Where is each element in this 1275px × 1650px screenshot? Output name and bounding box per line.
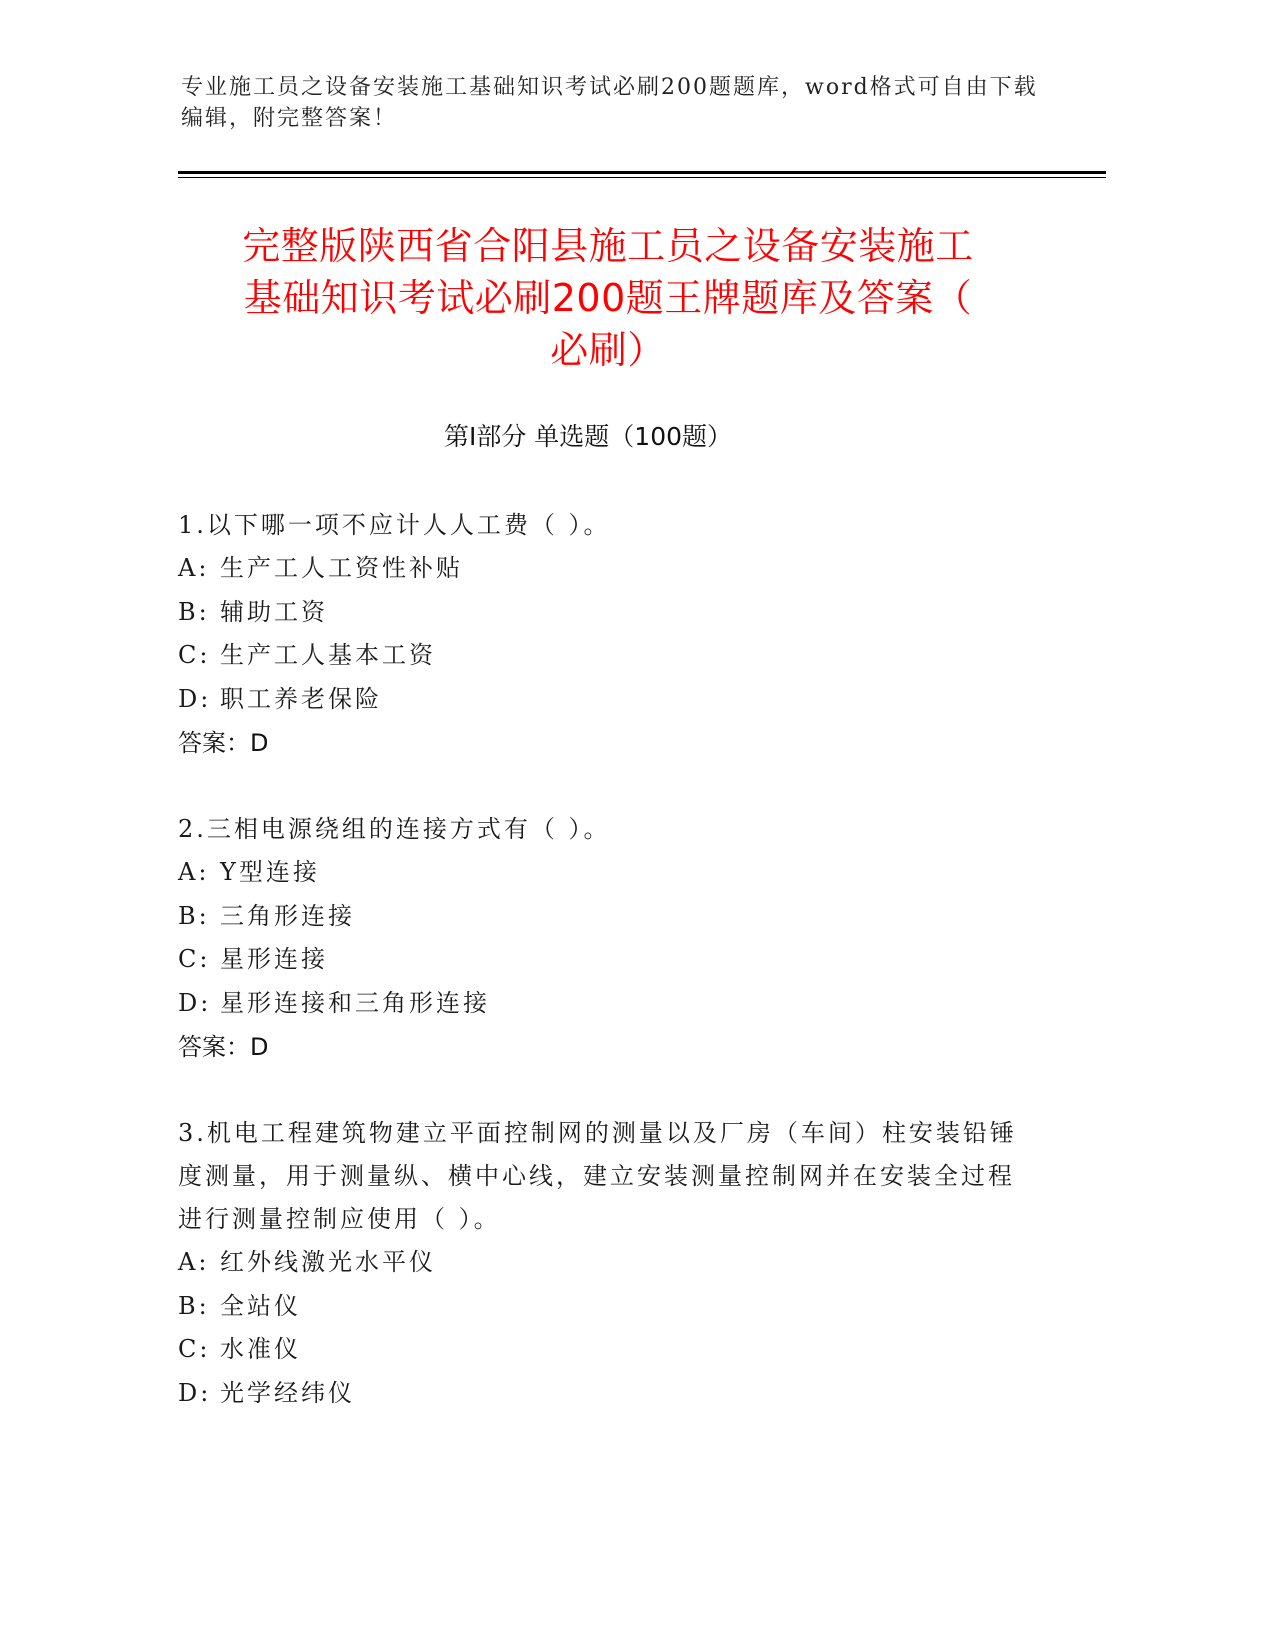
option-text: Y型连接 [220, 858, 320, 886]
question-answer: 答案：D [178, 729, 269, 757]
option-d [178, 1372, 1028, 1416]
option-key: D: [178, 1378, 212, 1407]
option-key: B: [178, 901, 210, 930]
option-text: 三角形连接 [220, 901, 355, 930]
document-title-line-3: 必刷） [550, 328, 666, 372]
option-a [178, 547, 1028, 591]
question-stem: 3.机电工程建筑物建立平面控制网的测量以及厂房（车间）柱安装铅锤度测量，用于测量纵、横中心线，建立安装测量控制网并在安装全过程进行测量控制应使用（ ）。 [178, 1119, 1017, 1233]
option-text: 生产工人工资性补贴 [220, 554, 463, 582]
option-key: A: [178, 858, 210, 886]
option-c [178, 1328, 1028, 1372]
option-key: A: [178, 554, 210, 582]
section-title: 第I部分 单选题（100题） [443, 422, 733, 451]
option-key: B: [178, 1291, 210, 1320]
question-1 [178, 504, 1028, 765]
document-title-line-2: 基础知识考试必刷200题王牌题库及答案（ [243, 276, 973, 320]
header-rule-thick [178, 171, 1106, 174]
question-answer: 答案：D [178, 1033, 269, 1061]
header-note: 专业施工员之设备安装施工基础知识考试必刷200题题库，word格式可自由下载编辑，附完整答案！ [181, 75, 1038, 131]
question-stem: 2.三相电源绕组的连接方式有（ ）。 [178, 815, 611, 843]
option-a [178, 1241, 1028, 1285]
option-key: A: [178, 1248, 210, 1276]
option-key: B: [178, 597, 210, 626]
option-c [178, 634, 1028, 678]
option-key: D: [178, 684, 212, 713]
option-c [178, 938, 1028, 982]
option-d [178, 982, 1028, 1026]
option-key: D: [178, 988, 212, 1017]
option-text: 星形连接和三角形连接 [220, 988, 490, 1017]
option-a [178, 851, 1028, 895]
option-b [178, 591, 1028, 635]
question-list [178, 504, 1028, 1458]
document-title [178, 220, 1038, 376]
option-key: C: [178, 945, 211, 973]
option-key: C: [178, 641, 211, 669]
option-text: 红外线激光水平仪 [220, 1248, 436, 1276]
option-text: 职工养老保险 [220, 684, 382, 713]
question-2 [178, 808, 1028, 1069]
option-text: 生产工人基本工资 [220, 641, 436, 669]
document-title-line-1: 完整版陕西省合阳县施工员之设备安装施工 [242, 224, 974, 268]
header-rule-thin [178, 177, 1106, 178]
option-text: 辅助工资 [220, 597, 328, 626]
option-b [178, 895, 1028, 939]
option-b [178, 1285, 1028, 1329]
question-stem: 1.以下哪一项不应计人人工费（ ）。 [178, 511, 611, 539]
option-text: 全站仪 [220, 1291, 301, 1320]
question-3 [178, 1112, 1028, 1415]
option-d [178, 678, 1028, 722]
option-text: 光学经纬仪 [220, 1378, 355, 1407]
option-text: 星形连接 [220, 945, 328, 973]
option-key: C: [178, 1335, 211, 1363]
option-text: 水准仪 [220, 1335, 301, 1363]
